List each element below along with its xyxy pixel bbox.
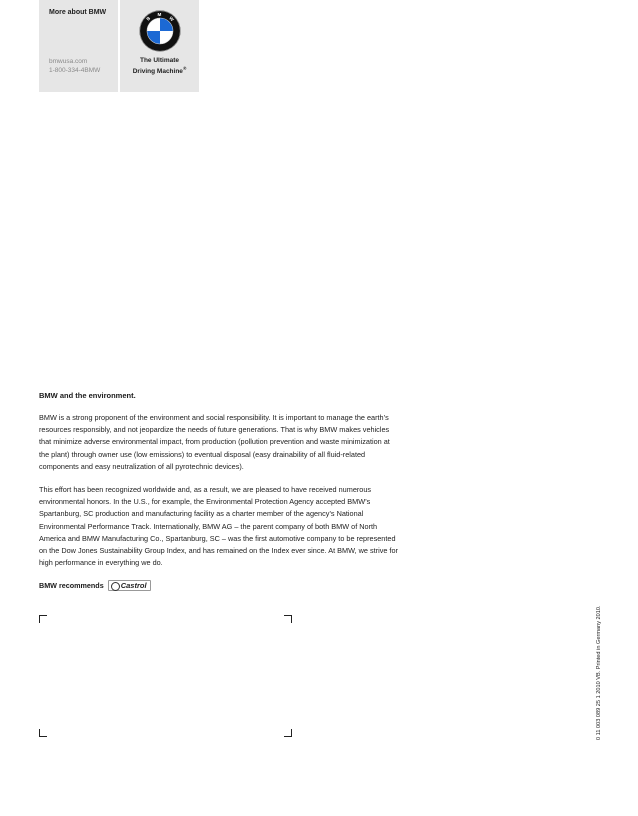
crop-mark-bottom-left	[39, 729, 47, 737]
castrol-logo: Castrol	[108, 580, 151, 591]
tagline-line1: The Ultimate	[139, 57, 179, 64]
crop-mark-top-left	[39, 615, 47, 623]
crop-mark-bottom-right	[284, 729, 292, 737]
phone-number: 1-800-334-4BMW	[49, 67, 101, 74]
section-heading: BMW and the environment.	[39, 391, 136, 400]
tagline	[120, 57, 199, 76]
environment-section	[39, 391, 399, 591]
logo-panel	[120, 0, 199, 92]
recommends-line	[39, 580, 399, 591]
registered-mark: ®	[182, 66, 187, 71]
svg-text:B: B	[145, 15, 152, 22]
tagline-line2-text: Driving Machine	[132, 68, 183, 76]
bmw-logo-icon	[139, 10, 181, 52]
svg-text:W: W	[168, 15, 175, 23]
tagline-line2	[120, 65, 199, 76]
website-link[interactable]: bmwusa.com	[49, 58, 88, 65]
paragraph-2: This effort has been recognized worldwide and, as a result, we are pleased to have received numerous environmental honors. In the U.S., for example, the Environmental Protection Agency accepted BMW’s Spartanburg, SC production and manufacturing facility as a charter member of the agency’s National Environmental Performance Track. Internationally, BMW AG – the parent company of both BMW of North America and BMW Manufacturing Co., Spartanburg, SC – was the first automotive company to be represented on the Dow Jones Sustainability Group Index, and has remained on the Index ever since. At BMW, we strive for high performance in everything we do.	[39, 485, 398, 568]
print-info: 0 11 003 089 25 1 2010 VB. Printed in Germany 2010.	[596, 605, 602, 740]
svg-text:M: M	[157, 11, 162, 17]
crop-mark-top-right	[284, 615, 292, 623]
contact-info	[49, 57, 100, 75]
paragraph-1: BMW is a strong proponent of the environment and social responsibility. It is important to manage the earth’s resources responsibly, and not jeopardize the needs of future generations. That is why BMW makes vehicles that minimize adverse environmental impact, from production (pollution prevention and waste minimization at the plant) through owner use (low emissions) to eventual disposal (easy drainability of all fluid-related components and easy neutralization of all pyrotechnic devices).	[39, 413, 390, 471]
more-about-panel	[39, 0, 118, 92]
recommends-label: BMW recommends	[39, 581, 104, 591]
more-about-title: More about BMW	[49, 9, 107, 16]
